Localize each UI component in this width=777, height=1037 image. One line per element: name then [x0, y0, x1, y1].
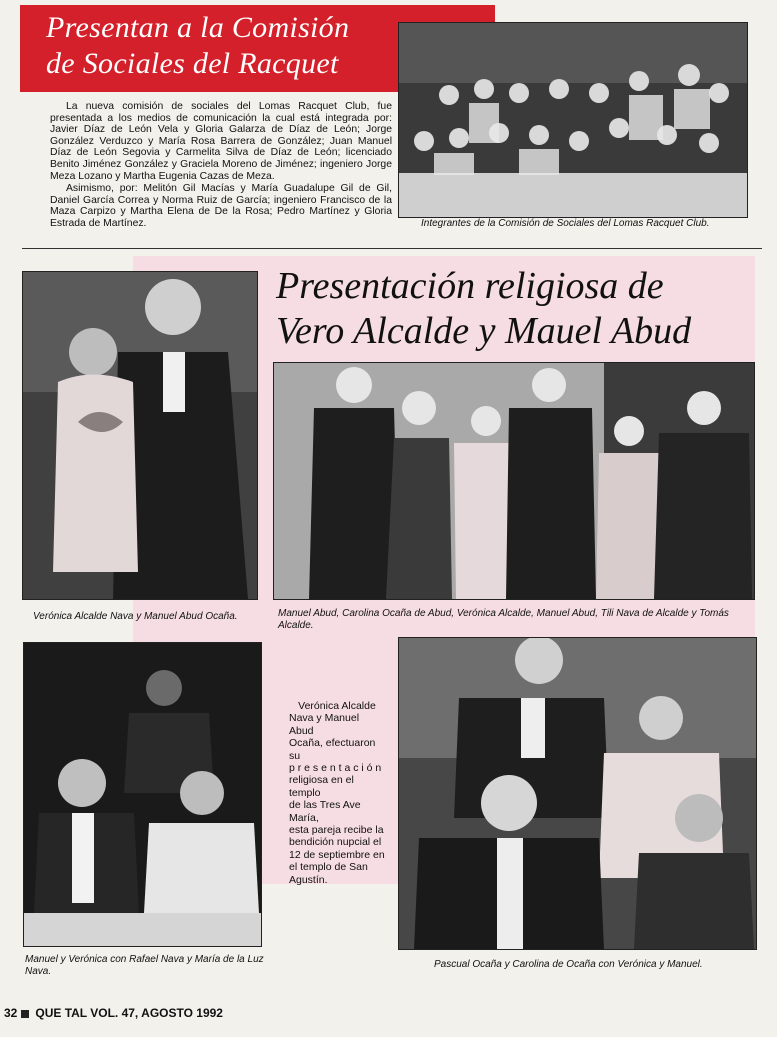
article2-story: [289, 700, 385, 886]
article1-paragraph-1: La nueva comisión de sociales del Lomas Racquet Club, fue presentada a los medios de comunicación la cual está integrada por: Javier Díaz de León Vela y Gloria Galarza de Díaz de León; Jorge González Verduzco y María Rosa Barrera de González; Juan Manuel Díaz de León Segovia y Carmelita Silva de Díaz de León; licenciado Benito Jiménez González y Graciela Moreno de Jiménez; ingeniero Jorge Meza Lozano y Martha Eugenia Cazas de Meza.: [50, 101, 392, 182]
article2-title-line2: Vero Alcalde y Mauel Abud: [276, 310, 692, 352]
page-footer: [4, 1006, 223, 1020]
story-line: Verónica Alcalde: [298, 700, 376, 712]
publication-info: QUE TAL VOL. 47, AGOSTO 1992: [35, 1006, 223, 1020]
section-divider: [22, 248, 762, 249]
story-line: religiosa en el templo: [289, 774, 354, 799]
couple-photo-caption: Verónica Alcalde Nava y Manuel Abud Ocaña.: [33, 611, 238, 622]
parents-photo-caption: Pascual Ocaña y Carolina de Ocaña con Verónica y Manuel.: [434, 959, 703, 970]
story-line: 12 de septiembre en: [289, 848, 385, 861]
article1-paragraph-2: Asimismo, por: Melitón Gil Macías y María Guadalupe Gil de Gil, Daniel García Correa y Norma Ruiz de García; ingeniero Francisco de la Maza Carpizo y Martha Elena de De la Rosa; Pedro Martínez y Gloria Estrada de Martínez.: [50, 183, 392, 229]
square-bullet-icon: [21, 1010, 29, 1018]
story-line: Ocaña, efectuaron su: [289, 737, 376, 762]
story-line: Agustín.: [289, 873, 328, 886]
story-line: esta pareja recibe la: [289, 824, 384, 837]
story-line: el templo de San: [289, 861, 368, 874]
commission-photo-caption: Integrantes de la Comisión de Sociales del Lomas Racquet Club.: [421, 218, 710, 229]
story-line: p r e s e n t a c i ó n: [289, 762, 382, 775]
story-line: bendición nupcial el: [289, 836, 382, 849]
article1-title-line1: Presentan a la Comisión: [46, 11, 350, 44]
page-number: 32: [4, 1006, 18, 1020]
dinner-photo-caption: Manuel y Verónica con Rafael Nava y María de la Luz Nava.: [25, 954, 264, 977]
article1-title-line2: de Sociales del Racquet: [46, 47, 339, 80]
dinner-photo: [23, 642, 262, 947]
couple-photo: [22, 271, 258, 600]
commission-group-photo: [398, 22, 748, 218]
story-line: Nava y Manuel Abud: [289, 712, 360, 737]
family-photo-caption: Manuel Abud, Carolina Ocaña de Abud, Verónica Alcalde, Manuel Abud, Tili Nava de Alcalde y Tomás Alcalde.: [278, 608, 729, 631]
story-line: de las Tres Ave María,: [289, 799, 361, 824]
family-group-photo: [273, 362, 755, 600]
parents-photo: [398, 637, 757, 950]
article2-title-line1: Presentación religiosa de: [276, 265, 664, 307]
